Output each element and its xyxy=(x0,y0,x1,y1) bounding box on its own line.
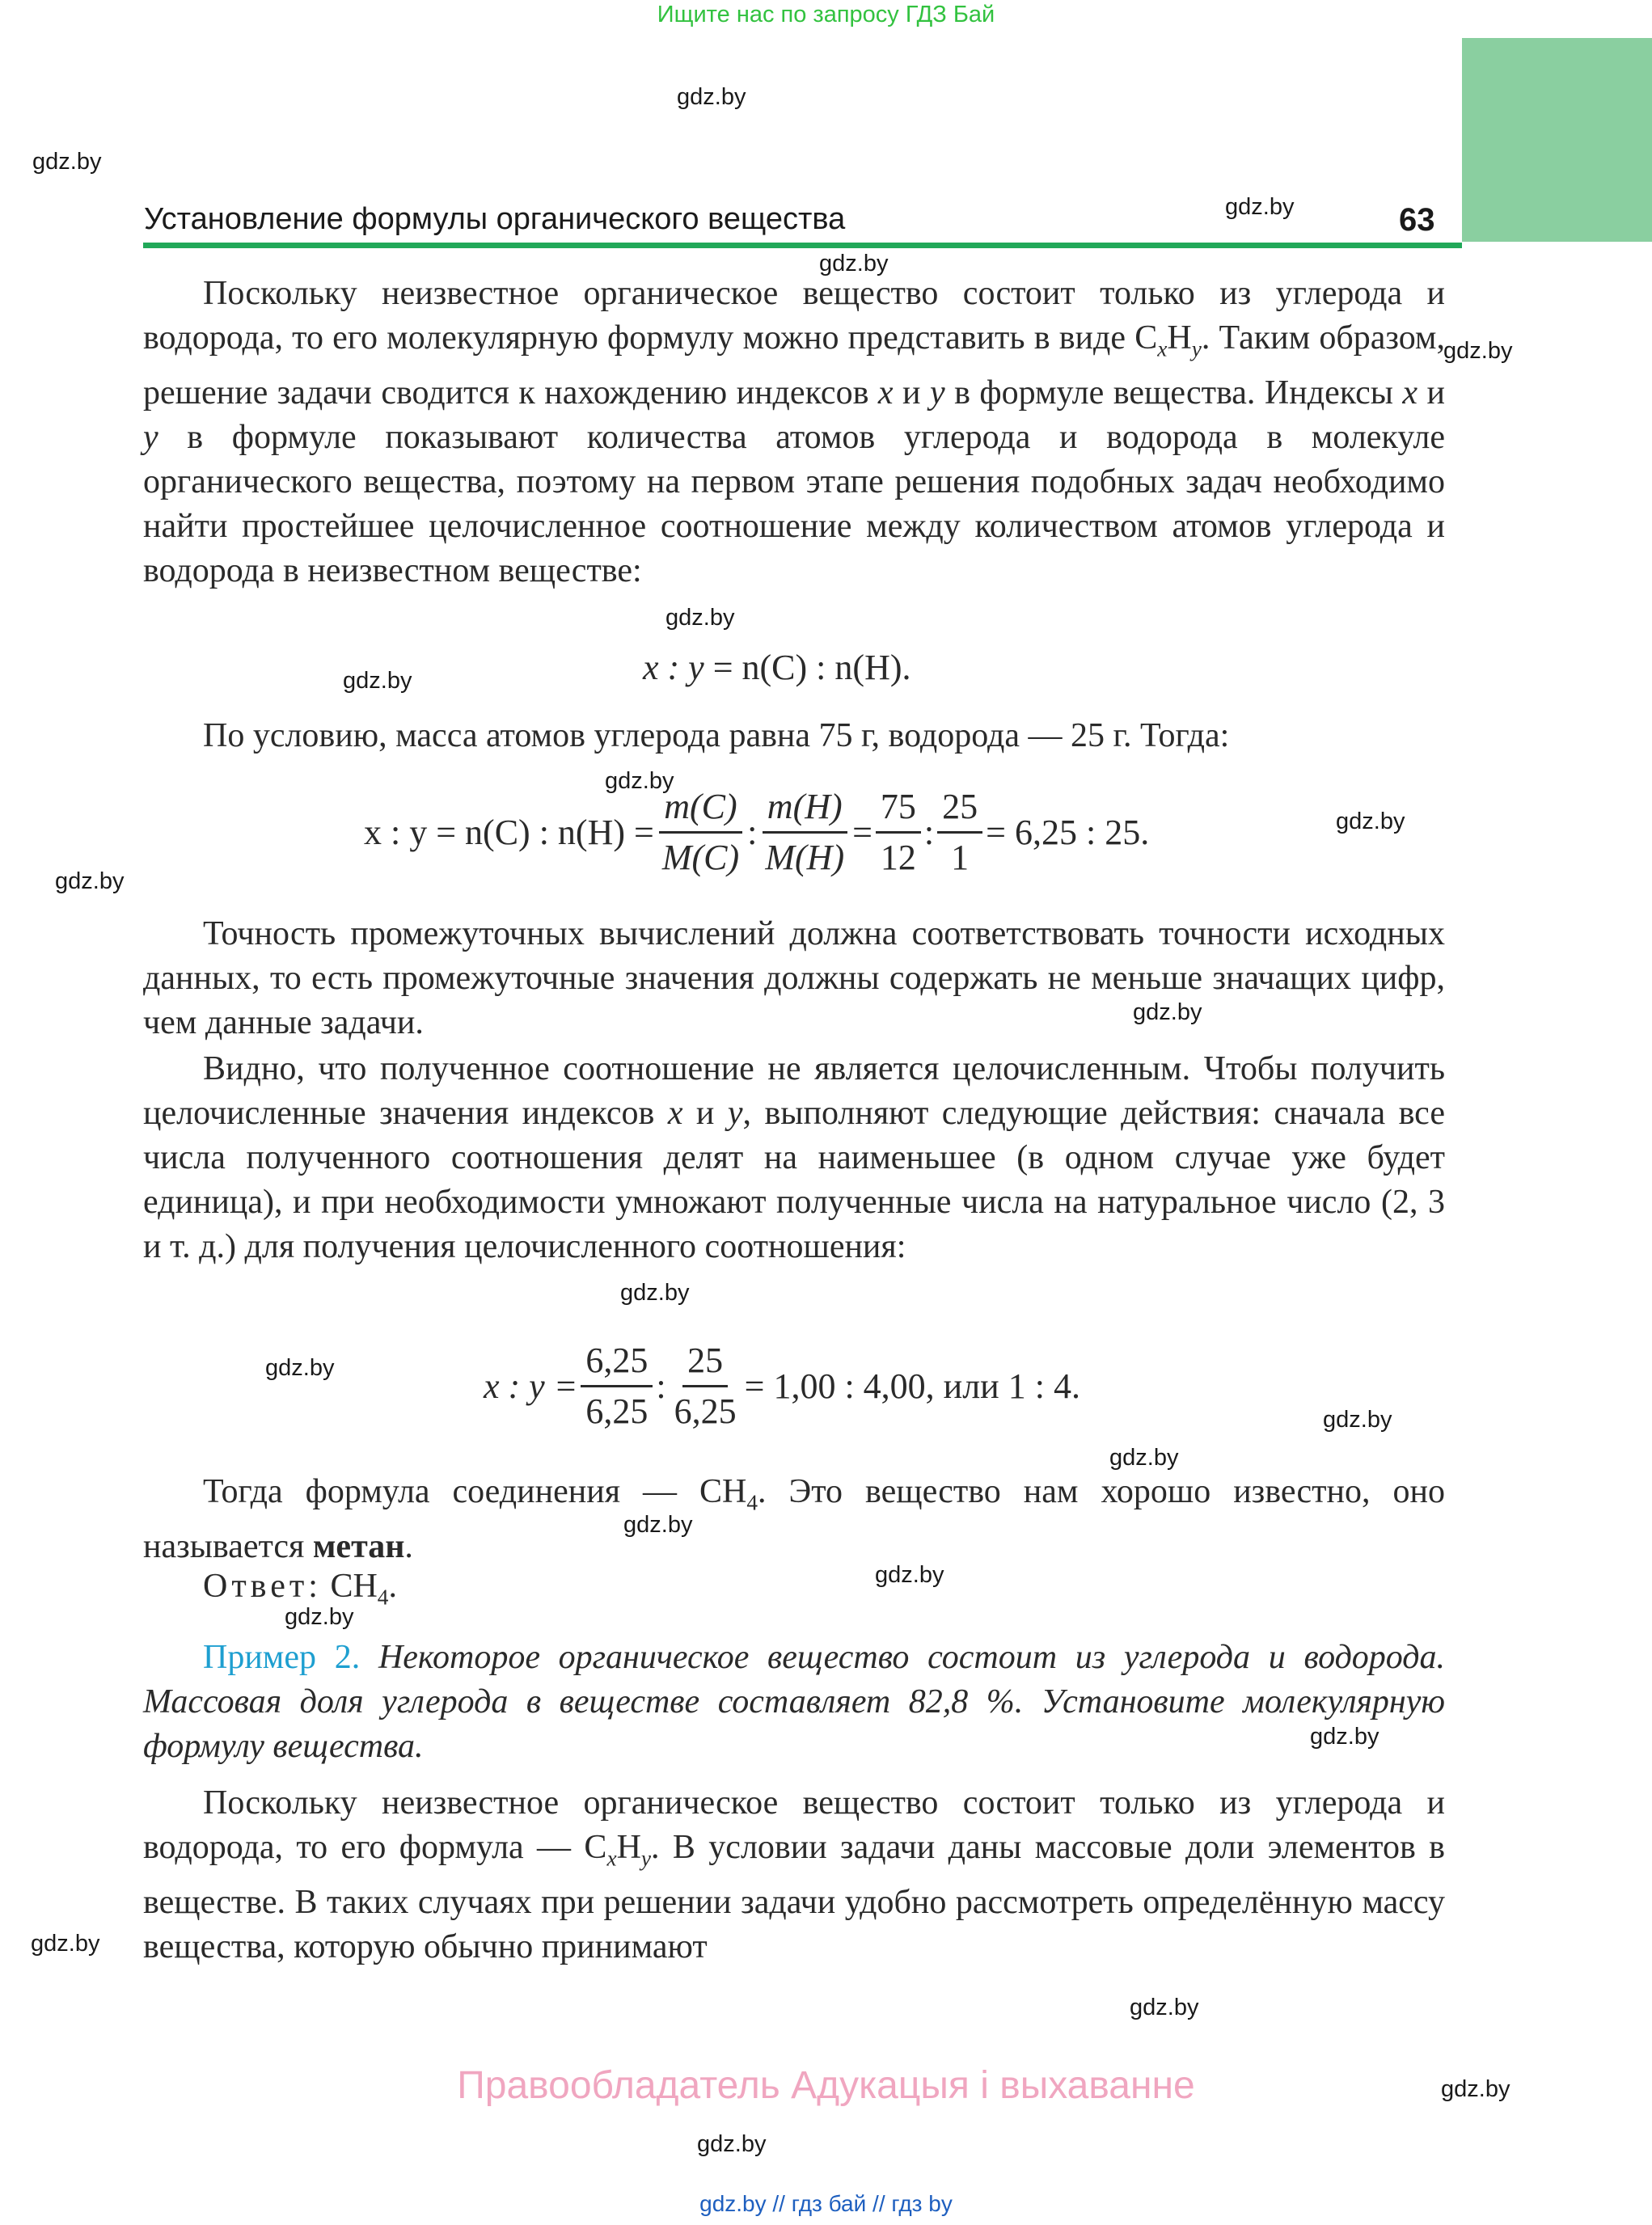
paragraph-4: Видно, что полученное соотношение не является целочисленным. Чтобы получить целочисленные значения индексов x и y, выполняют следующие действия: сначала все числа полученного соотношения делят на наименьшее (в одном случае уже будет единица), и при необходимости умножают полученные числа на натуральное число (2, 3 и т. д.) для получения целочисленного соотношения: xyxy=(143,1050,1445,1265)
watermark: gdz.by xyxy=(1109,1445,1179,1471)
example-2-label: Пример 2. xyxy=(203,1639,361,1676)
chapter-tab xyxy=(1462,38,1652,242)
formula-ratio: x : y = n(C) : n(H). xyxy=(643,648,911,687)
watermark: gdz.by xyxy=(1130,1995,1199,2020)
watermark: gdz.by xyxy=(1336,809,1405,834)
paragraph-2: По условию, масса атомов углерода равна 75 г, водорода — 25 г. Тогда: xyxy=(203,717,1230,754)
header-rule xyxy=(143,243,1462,248)
watermark: gdz.by xyxy=(819,251,889,277)
watermark: gdz.by xyxy=(875,1562,944,1588)
watermark: gdz.by xyxy=(265,1355,335,1381)
watermark: gdz.by xyxy=(31,1931,100,1957)
footer-links[interactable]: gdz.by // гдз бай // гдз by xyxy=(699,2191,953,2216)
watermark: gdz.by xyxy=(32,149,102,175)
watermark: gdz.by xyxy=(1310,1724,1379,1750)
watermark: gdz.by xyxy=(677,84,746,110)
watermark: gdz.by xyxy=(1323,1407,1392,1433)
watermark: gdz.by xyxy=(343,668,412,694)
fraction-625-625: $\frac{6,25}{6,25}$ xyxy=(581,1338,653,1434)
paragraph-3: Точность промежуточных вычислений должна соответствовать точности исходных данных, то есть промежуточные значения должны содержать не меньше значащих цифр, чем данные задачи. xyxy=(143,915,1445,1041)
page-number: 63 xyxy=(1399,202,1435,238)
watermark: gdz.by xyxy=(55,868,125,894)
watermark: gdz.by xyxy=(1225,194,1295,220)
copyright-notice: Правообладатель Адукацыя і выхаванне xyxy=(457,2064,1195,2107)
top-banner[interactable]: Ищите нас по запросу ГДЗ Бай xyxy=(657,2,995,27)
page-header-title: Установление формулы органического вещества xyxy=(144,202,846,236)
watermark: gdz.by xyxy=(1133,999,1202,1025)
answer-line: Ответ: $CH_4$. xyxy=(203,1568,397,1610)
fraction-mH-MH: $\frac{m(H)}{M(H)}$ xyxy=(760,784,849,880)
watermark: gdz.by xyxy=(697,2131,767,2157)
example-2: Пример 2. Некоторое органическое вещество состоит из углерода и водорода. Массовая доля углерода в веществе составляет 82,8 %. Установите молекулярную формулу вещества. xyxy=(143,1639,1446,1765)
fraction-75-12: $\frac{75}{12}$ xyxy=(876,784,921,880)
formula-mass-ratio: x : y = n(C) : n(H) = $\frac{m(C)}{M(C)}$ : $\frac{m(H)}{M(H)}$ = $\frac{75}{12}$ : $\frac{25}{1}$ = 6,25 : 25. xyxy=(364,784,1149,880)
watermark: gdz.by xyxy=(623,1512,693,1538)
watermark: gdz.by xyxy=(1443,338,1513,364)
watermark: gdz.by xyxy=(1441,2076,1510,2102)
watermark: gdz.by xyxy=(285,1604,354,1630)
watermark: gdz.by xyxy=(620,1280,690,1306)
paragraph-6: Поскольку неизвестное органическое вещество состоит только из углерода и водорода, то его формула — $C_xH_y$. В условии задачи даны массовые доли элементов в веществе. В таких случаях при решении задачи удобно рассмотреть определённую массу вещества, которую обычно принимают xyxy=(143,1784,1445,1966)
paragraph-1: Поскольку неизвестное органическое вещество состоит только из углерода и водорода, то его молекулярную формулу можно представить в виде $C_xH_y$. Таким образом, решение задачи сводится к нахождению индексов x и y в формуле вещества. Индексы x и y в формуле показывают количества атомов углерода и водорода в молекуле органического вещества, поэтому на первом этапе решения подобных задач необходимо найти простейшее целочисленное соотношение между количеством атомов углерода и водорода в неизвестном веществе: xyxy=(143,275,1446,590)
watermark: gdz.by xyxy=(605,768,674,794)
fraction-25-1: $\frac{25}{1}$ xyxy=(937,784,982,880)
fraction-mC-MC: $\frac{m(C)}{M(C)}$ xyxy=(657,784,744,880)
formula-integer-ratio: x : y = $\frac{6,25}{6,25}$ : $\frac{25}{6,25}$ = 1,00 : 4,00, или 1 : 4. xyxy=(484,1338,1080,1434)
fraction-25-625: $\frac{25}{6,25}$ xyxy=(670,1338,741,1434)
paragraph-5: Тогда формула соединения — $CH_4$. Это вещество нам хорошо известно, оно называется метан. xyxy=(143,1473,1445,1566)
watermark: gdz.by xyxy=(665,605,735,631)
